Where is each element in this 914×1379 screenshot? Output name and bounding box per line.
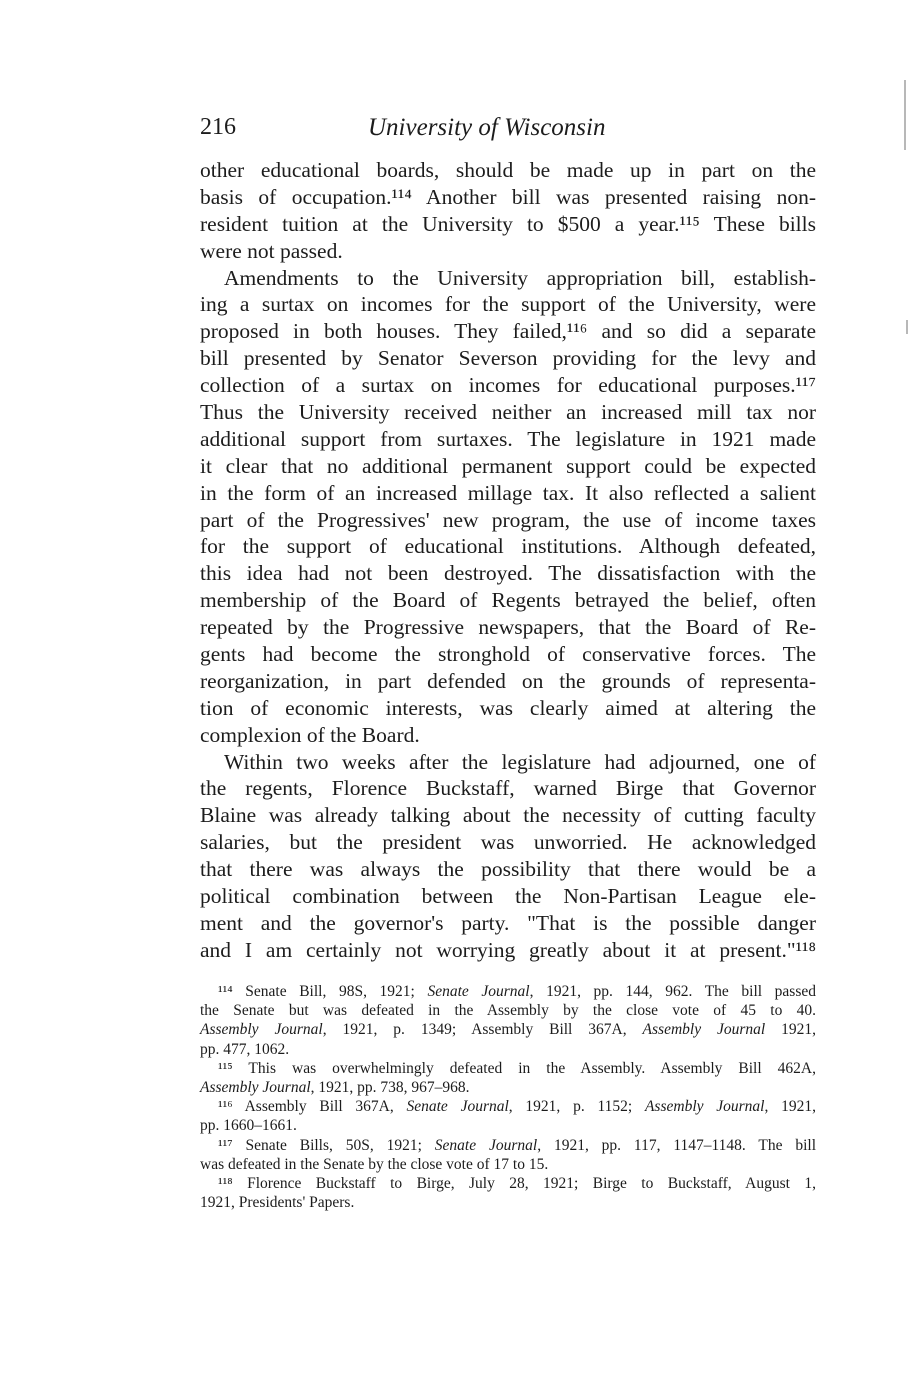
body-line: Thus the University received neither an increased mill tax nor (200, 400, 816, 425)
body-line: Amendments to the University appropriation bill, establish- (224, 265, 816, 290)
body-line: it clear that no additional permanent support could be expected (200, 453, 816, 478)
running-head: University of Wisconsin (368, 114, 606, 141)
margin-mark (904, 80, 906, 150)
footnote-line: 1921, Presidents' Papers. (200, 1194, 355, 1212)
body-line: repeated by the Progressive newspapers, that the Board of Re- (200, 615, 816, 640)
body-line: and I am certainly not worrying greatly about it at present."¹¹⁸ (200, 937, 816, 962)
body-line: tion of economic interests, was clearly aimed at altering the (200, 695, 816, 720)
body-line: additional support from surtaxes. The legislature in 1921 made (200, 426, 816, 451)
footnote-line: ¹¹⁶ Assembly Bill 367A, Senate Journal, 1921, p. 1152; Assembly Journal, 1921, (218, 1098, 817, 1116)
page-header (200, 114, 816, 150)
footnote-line: Assembly Journal, 1921, pp. 738, 967–968. (200, 1078, 470, 1096)
footnotes (200, 982, 816, 1212)
body-line: bill presented by Senator Severson providing for the levy and (200, 346, 816, 371)
body-line: the regents, Florence Buckstaff, warned Birge that Governor (200, 776, 816, 801)
footnote-line: ¹¹⁸ Florence Buckstaff to Birge, July 28, 1921; Birge to Buckstaff, August 1, (218, 1174, 816, 1192)
footnote-line: ¹¹⁵ This was overwhelmingly defeated in the Assembly. Assembly Bill 462A, (218, 1059, 816, 1077)
body-line: that there was always the possibility that there would be a (200, 857, 816, 882)
page-number: 216 (200, 114, 236, 140)
body-line: reorganization, in part defended on the grounds of representa- (200, 668, 816, 693)
body-line: for the support of educational institutions. Although defeated, (200, 534, 816, 559)
body-line: proposed in both houses. They failed,¹¹⁶ and so did a separate (200, 319, 816, 344)
body-line: part of the Progressives' new program, the use of income taxes (200, 507, 816, 532)
body-line: ing a surtax on incomes for the support of the University, were (200, 292, 816, 317)
body-line: complexion of the Board. (200, 722, 420, 747)
body-line: resident tuition at the University to $500 a year.¹¹⁵ These bills (200, 211, 816, 236)
body-line: political combination between the Non-Partisan League ele- (200, 884, 816, 909)
body-line: were not passed. (200, 238, 343, 263)
body-line: Blaine was already talking about the necessity of cutting faculty (200, 803, 816, 828)
body-line: in the form of an increased millage tax. It also reflected a salient (200, 480, 816, 505)
footnote-line: was defeated in the Senate by the close vote of 17 to 15. (200, 1155, 549, 1173)
body-line: this idea had not been destroyed. The dissatisfaction with the (200, 561, 816, 586)
body-line: collection of a surtax on incomes for educational purposes.¹¹⁷ (200, 373, 816, 398)
footnote-line: ¹¹⁷ Senate Bills, 50S, 1921; Senate Journal, 1921, pp. 117, 1147–1148. The bill (218, 1136, 817, 1154)
body-line: ment and the governor's party. "That is the possible danger (200, 910, 816, 935)
footnote-line: pp. 1660–1661. (200, 1117, 297, 1135)
footnote-line: pp. 477, 1062. (200, 1040, 290, 1058)
body-line: membership of the Board of Regents betrayed the belief, often (200, 588, 816, 613)
footnote-line: the Senate but was defeated in the Assembly by the close vote of 45 to 40. (200, 1002, 816, 1020)
body-line: gents had become the stronghold of conservative forces. The (200, 642, 816, 667)
footnote-line: Assembly Journal, 1921, p. 1349; Assembly Bill 367A, Assembly Journal 1921, (200, 1021, 817, 1039)
body-text (200, 157, 816, 964)
margin-mark (906, 320, 908, 334)
body-line: other educational boards, should be made up in part on the (200, 158, 816, 182)
body-line: Within two weeks after the legislature had adjourned, one of (224, 749, 816, 774)
body-line: basis of occupation.¹¹⁴ Another bill was presented raising non- (200, 184, 816, 209)
body-line: salaries, but the president was unworried. He acknowledged (200, 830, 816, 855)
footnote-line: ¹¹⁴ Senate Bill, 98S, 1921; Senate Journal, 1921, pp. 144, 962. The bill passed (218, 983, 816, 1000)
